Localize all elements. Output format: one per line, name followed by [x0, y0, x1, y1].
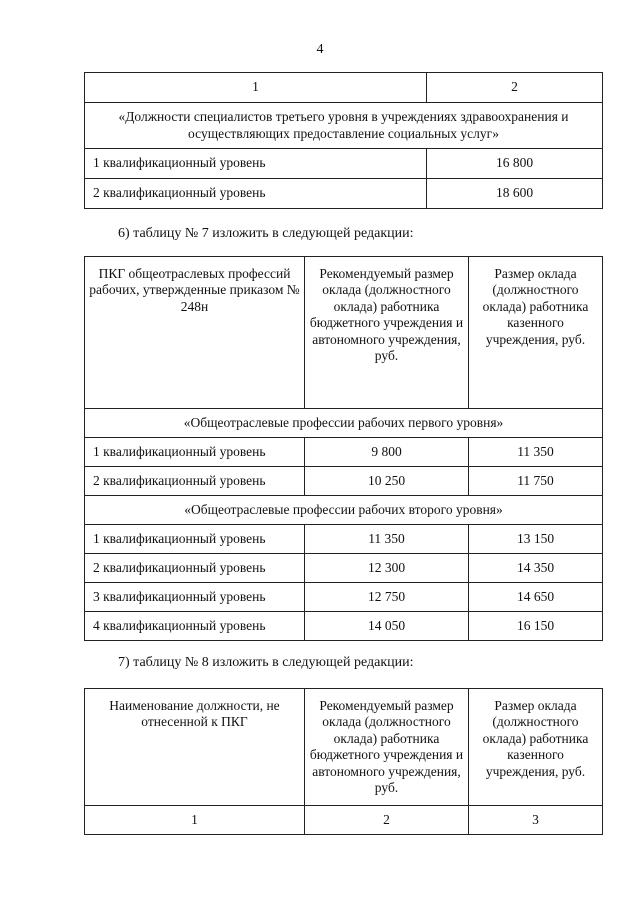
budget-salary: 11 350 [305, 525, 469, 554]
header-pkg: ПКГ общеотраслевых профессий рабочих, утвержденные приказом № 248н [85, 257, 305, 409]
budget-salary: 10 250 [305, 467, 469, 496]
table-row [85, 583, 603, 612]
column-number: 3 [469, 806, 603, 835]
header-treasury-salary: Размер оклада (должностного оклада) работника казенного учреждения, руб. [469, 689, 603, 806]
table-row [85, 612, 603, 641]
column-number: 2 [305, 806, 469, 835]
table-7 [84, 256, 603, 641]
header-position-name: Наименование должности, не отнесенной к ПКГ [85, 689, 305, 806]
table-row [85, 525, 603, 554]
group-title: «Общеотраслевые профессии рабочих первого уровня» [85, 409, 603, 438]
header-budget-salary: Рекомендуемый размер оклада (должностного оклада) работника бюджетного учреждения и автономного учреждения, руб. [305, 257, 469, 409]
table-6-continuation [84, 72, 603, 209]
qualification-level: 3 квалификационный уровень [85, 583, 305, 612]
group-title: «Должности специалистов третьего уровня в учреждениях здравоохранения и осуществляющих предоставление социальных услуг» [85, 103, 603, 149]
budget-salary: 12 750 [305, 583, 469, 612]
qualification-level: 4 квалификационный уровень [85, 612, 305, 641]
paragraph-6: 6) таблицу № 7 изложить в следующей редакции: [118, 226, 414, 241]
treasury-salary: 16 150 [469, 612, 603, 641]
column-number: 2 [427, 73, 603, 103]
header-treasury-salary: Размер оклада (должностного оклада) работника казенного учреждения, руб. [469, 257, 603, 409]
table-row [85, 467, 603, 496]
column-number: 1 [85, 73, 427, 103]
qualification-level: 1 квалификационный уровень [85, 438, 305, 467]
treasury-salary: 11 350 [469, 438, 603, 467]
table-row [85, 179, 603, 209]
salary-value: 18 600 [427, 179, 603, 209]
table-8 [84, 688, 603, 835]
table-row [85, 554, 603, 583]
budget-salary: 9 800 [305, 438, 469, 467]
qualification-level: 2 квалификационный уровень [85, 179, 427, 209]
treasury-salary: 11 750 [469, 467, 603, 496]
treasury-salary: 14 350 [469, 554, 603, 583]
salary-value: 16 800 [427, 149, 603, 179]
qualification-level: 1 квалификационный уровень [85, 149, 427, 179]
table-row [85, 149, 603, 179]
qualification-level: 2 квалификационный уровень [85, 467, 305, 496]
qualification-level: 2 квалификационный уровень [85, 554, 305, 583]
treasury-salary: 13 150 [469, 525, 603, 554]
page-number: 4 [316, 42, 324, 57]
treasury-salary: 14 650 [469, 583, 603, 612]
qualification-level: 1 квалификационный уровень [85, 525, 305, 554]
paragraph-7: 7) таблицу № 8 изложить в следующей редакции: [118, 655, 414, 670]
table-row [85, 438, 603, 467]
budget-salary: 14 050 [305, 612, 469, 641]
budget-salary: 12 300 [305, 554, 469, 583]
column-number: 1 [85, 806, 305, 835]
group-title: «Общеотраслевые профессии рабочих второго уровня» [85, 496, 603, 525]
header-budget-salary: Рекомендуемый размер оклада (должностного оклада) работника бюджетного учреждения и автономного учреждения, руб. [305, 689, 469, 806]
